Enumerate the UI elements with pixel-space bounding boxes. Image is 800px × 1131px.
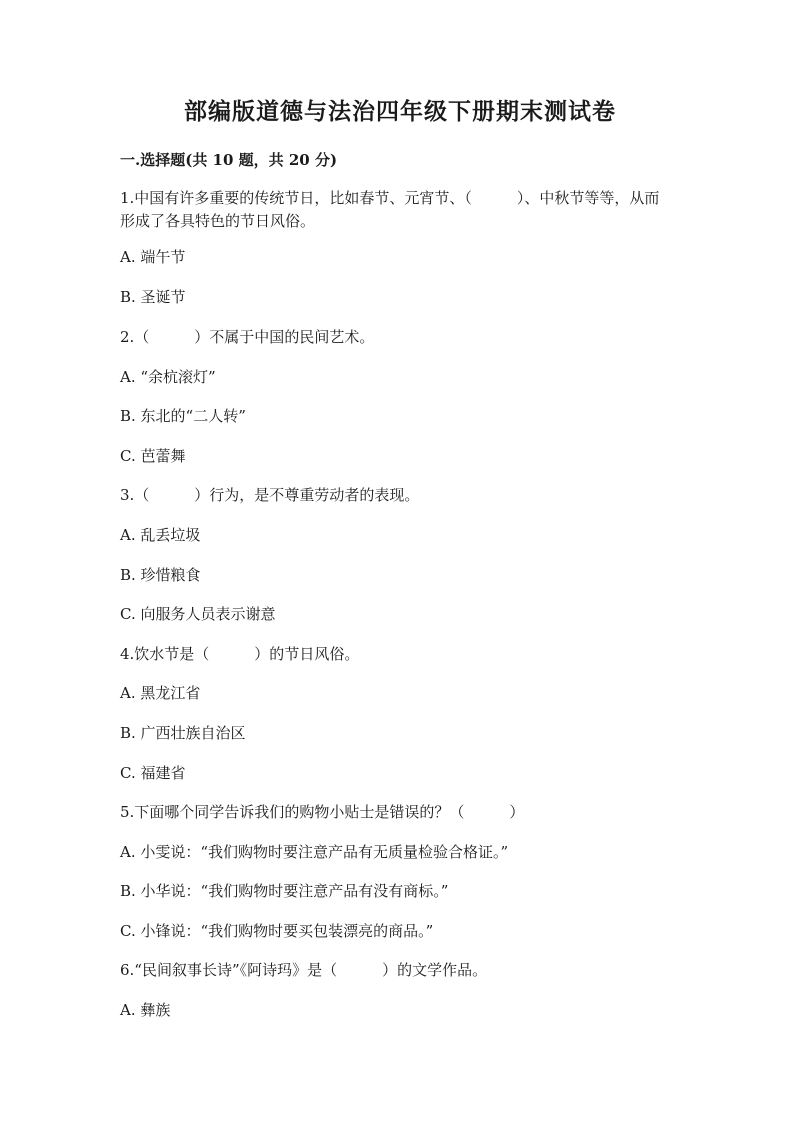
option-item: A. 小雯说：“我们购物时要注意产品有无质量检验合格证。” (120, 843, 509, 861)
question-stem: 5.下面哪个同学告诉我们的购物小贴士是错误的？（ ） (120, 803, 525, 821)
option-item: B. 东北的“二人转” (120, 407, 246, 425)
option-item: C. 芭蕾舞 (120, 447, 186, 465)
question-stem: 4.饮水节是（ ）的节日风俗。 (120, 645, 360, 663)
question-stem: 1.中国有许多重要的传统节日，比如春节、元宵节、（ ）、中秋节等等，从而形成了各具特色的节日风俗。 (120, 189, 660, 230)
option-item: A. 彝族 (120, 1001, 171, 1019)
option-item: B. 珍惜粮食 (120, 566, 201, 584)
question-stem: 6.“民间叙事长诗”《阿诗玛》是（ ）的文学作品。 (120, 961, 488, 979)
option-item: B. 小华说：“我们购物时要注意产品有没有商标。” (120, 882, 449, 900)
option-item: B. 广西壮族自治区 (120, 724, 246, 742)
section-heading: 一.选择题(共 10 题，共 20 分) (120, 151, 338, 169)
question-stem: 3.（ ）行为，是不尊重劳动者的表现。 (120, 486, 420, 504)
exam-title: 部编版道德与法治四年级下册期末测试卷 (184, 98, 616, 125)
option-item: A. 黑龙江省 (120, 684, 201, 702)
option-item: C. 向服务人员表示谢意 (120, 605, 276, 623)
question-stem: 2.（ ）不属于中国的民间艺术。 (120, 328, 375, 346)
option-item: A. 端午节 (120, 248, 186, 266)
option-item: A. 乱丢垃圾 (120, 526, 201, 544)
option-item: C. 福建省 (120, 764, 186, 782)
option-item: A. “余杭滚灯” (120, 368, 216, 386)
option-item: C. 小锋说：“我们购物时要买包装漂亮的商品。” (120, 922, 434, 940)
option-item: B. 圣诞节 (120, 288, 186, 306)
